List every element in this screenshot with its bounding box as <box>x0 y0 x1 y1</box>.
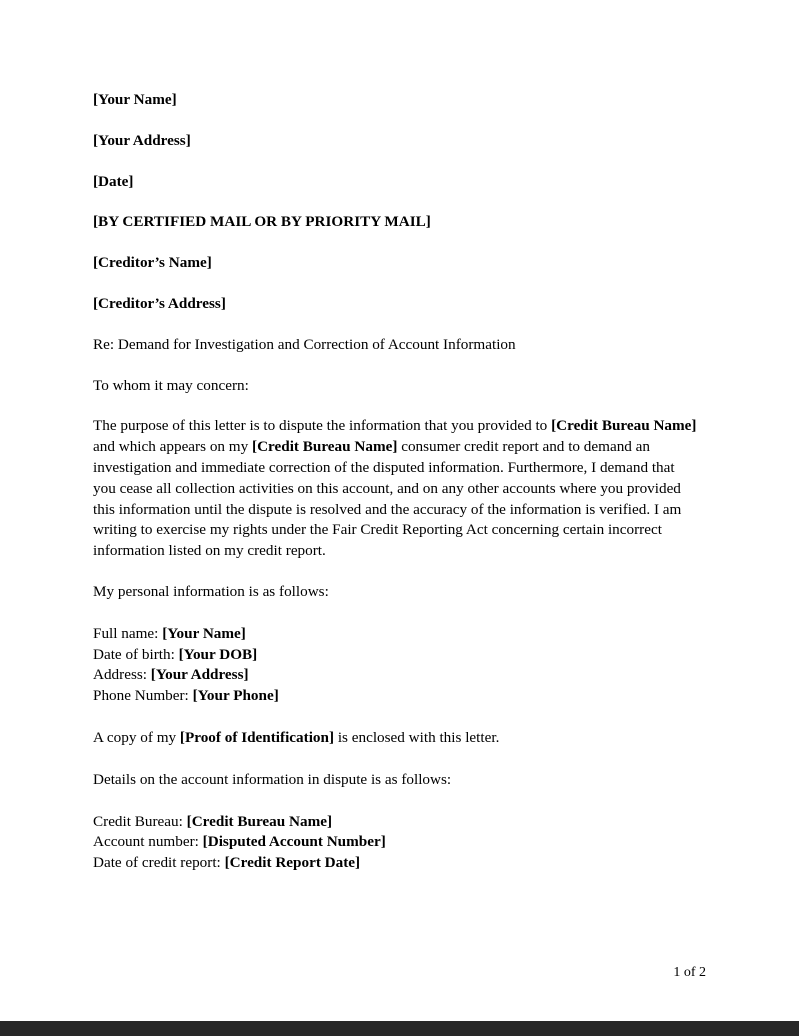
letter-date: [Date] <box>93 172 134 190</box>
enclosure-part-2: is enclosed with this letter. <box>334 728 500 746</box>
list-item <box>93 624 700 645</box>
body-part-1: The purpose of this letter is to dispute the information that you provided to <box>93 417 552 435</box>
body-bold-2: [Credit Bureau Name] <box>252 438 398 456</box>
spacer <box>93 749 700 770</box>
address-label: Address: <box>93 666 151 684</box>
credit-bureau-label: Credit Bureau: <box>93 812 187 830</box>
account-number-value: [Disputed Account Number] <box>202 833 386 851</box>
account-number-label: Account number: <box>93 833 203 851</box>
list-item <box>93 812 700 833</box>
enclosure-line <box>93 728 700 749</box>
dob-value: [Your DOB] <box>178 645 258 663</box>
body-paragraph <box>93 416 700 562</box>
credit-report-date-value: [Credit Report Date] <box>224 854 361 872</box>
page-indicator: 1 of 2 <box>673 965 706 980</box>
spacer <box>93 791 700 812</box>
enclosure-bold-1: [Proof of Identification] <box>179 728 335 746</box>
spacer <box>93 603 700 624</box>
dob-label: Date of birth: <box>93 645 179 663</box>
subject-line: Re: Demand for Investigation and Correction of Account Information <box>93 335 516 353</box>
personal-info-list <box>93 624 700 707</box>
account-info-list <box>93 812 700 874</box>
list-item <box>93 686 700 707</box>
list-item <box>93 832 700 853</box>
spacer <box>93 562 700 582</box>
viewer-bottom-bar <box>0 1021 799 1036</box>
sender-name: [Your Name] <box>93 91 177 108</box>
creditor-name: [Creditor’s Name] <box>93 254 212 272</box>
body-part-2: and which appears on my <box>93 438 253 456</box>
credit-report-date-label: Date of credit report: <box>93 854 225 872</box>
list-item <box>93 665 700 686</box>
personal-info-intro: My personal information is as follows: <box>93 582 329 600</box>
phone-value: [Your Phone] <box>192 687 279 705</box>
body-bold-1: [Credit Bureau Name] <box>551 417 697 435</box>
full-name-label: Full name: <box>93 624 163 642</box>
phone-label: Phone Number: <box>93 687 193 705</box>
page-footer <box>93 964 706 982</box>
credit-bureau-value: [Credit Bureau Name] <box>186 812 333 830</box>
list-item <box>93 645 700 666</box>
document-body <box>93 90 700 874</box>
account-info-intro: Details on the account information in dispute is as follows: <box>93 770 452 788</box>
creditor-address: [Creditor’s Address] <box>93 294 226 312</box>
salutation: To whom it may concern: <box>93 376 249 394</box>
address-value: [Your Address] <box>150 666 249 684</box>
full-name-value: [Your Name] <box>162 624 246 642</box>
list-item <box>93 853 700 874</box>
spacer <box>93 707 700 728</box>
body-part-3: consumer credit report and to demand an investigation and immediate correction of the disputed information. Furthermore, I demand that you cease all collection activities on this account, and on any other accounts where you provided this information until the dispute is resolved and the accuracy of the information is verified. I am writing to exercise my rights under the Fair Credit Reporting Act concerning certain incorrect information listed on my credit report. <box>93 438 682 560</box>
enclosure-part-1: A copy of my <box>93 728 180 746</box>
sender-address: [Your Address] <box>93 131 191 149</box>
delivery-method-notice: [BY CERTIFIED MAIL OR BY PRIORITY MAIL] <box>93 213 431 231</box>
